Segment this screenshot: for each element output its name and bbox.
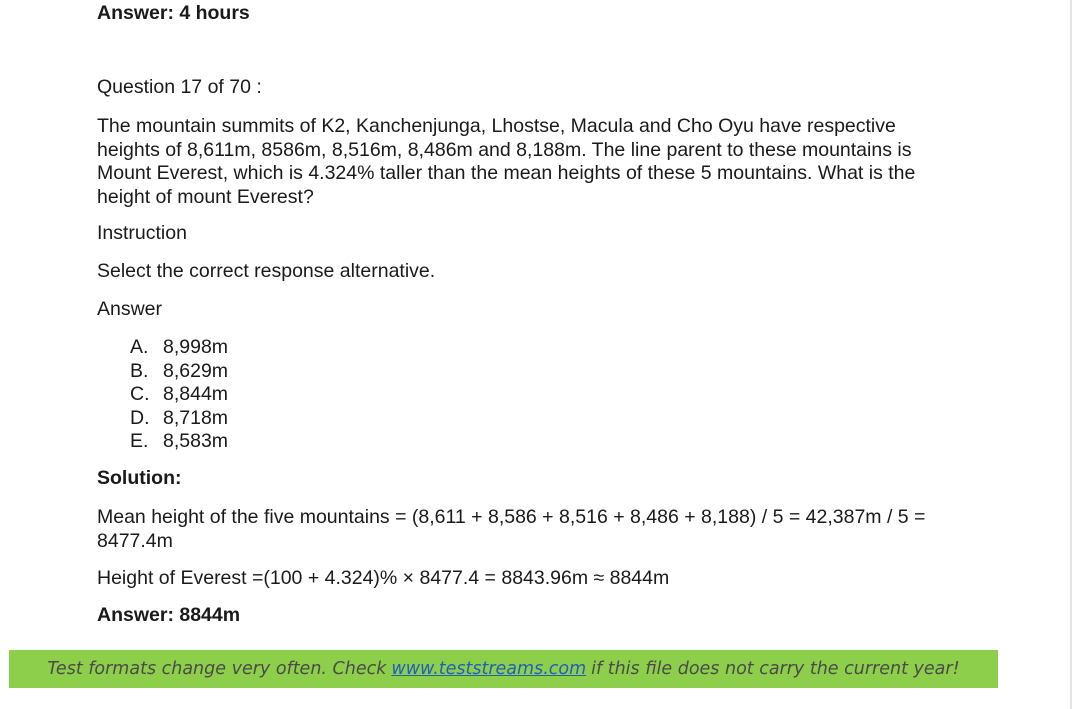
instruction-text: Select the correct response alternative. — [97, 260, 436, 282]
page-edge-rule — [1070, 0, 1072, 709]
previous-answer: Answer: 4 hours — [97, 2, 250, 24]
option-text: 8,718m — [163, 406, 229, 429]
option-e — [130, 430, 228, 454]
banner-text-before: Test formats change very often. Check — [47, 659, 387, 679]
option-d — [130, 407, 228, 431]
question-body: The mountain summits of K2, Kanchenjunga, Lhostse, Macula and Cho Oyu have respective heights of 8,611m, 8586m, 8,516m, 8,486m and 8,188m. The line parent to these mountains is Mount Everest, which is 4.324% taller than the mean heights of these 5 mountains. What is the height of mount Everest? — [97, 115, 916, 208]
option-letter: A. — [130, 336, 149, 358]
option-letter: B. — [130, 359, 149, 382]
banner-text-after: if this file does not carry the current year! — [591, 659, 960, 679]
solution-line-1: Mean height of the five mountains = (8,611 + 8,586 + 8,516 + 8,486 + 8,188) / 5 = 42,387m / 5 = 8477.4m — [97, 506, 926, 552]
option-letter: E. — [130, 430, 149, 452]
question-header: Question 17 of 70 : — [97, 76, 262, 98]
option-text: 8,583m — [163, 430, 229, 452]
option-c — [130, 383, 228, 407]
solution-line-2: Height of Everest =(100 + 4.324)% × 8477.4 = 8843.96m ≈ 8844m — [97, 567, 670, 589]
teststreams-link[interactable]: www.teststreams.com — [391, 659, 587, 679]
option-text: 8,844m — [163, 383, 229, 405]
option-letter: D. — [130, 406, 150, 429]
option-letter: C. — [130, 383, 150, 405]
footer-banner — [9, 650, 998, 688]
option-a — [130, 336, 228, 360]
option-text: 8,998m — [163, 336, 229, 358]
answer-label: Answer — [97, 298, 163, 320]
option-b — [130, 360, 228, 384]
solution-label: Solution: — [97, 467, 182, 489]
option-text: 8,629m — [163, 359, 229, 382]
answer-options — [130, 336, 228, 454]
instruction-label: Instruction — [97, 222, 187, 244]
final-answer: Answer: 8844m — [97, 604, 241, 626]
